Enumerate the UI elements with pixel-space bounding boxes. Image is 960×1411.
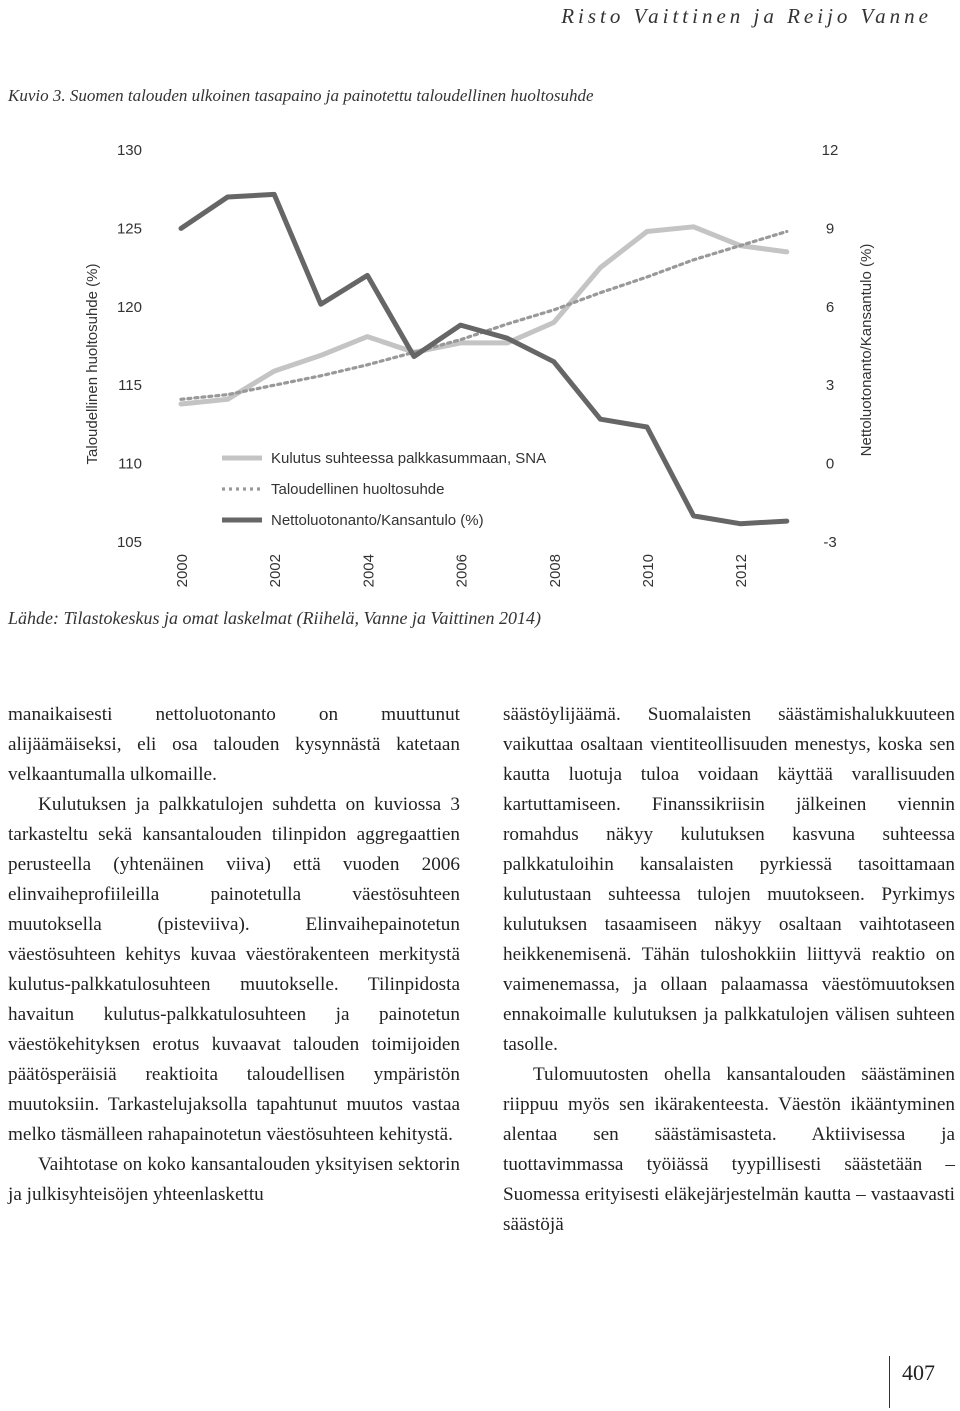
right-axis-label: Nettoluotonanto/Kansantulo (%) <box>858 243 875 457</box>
page-number-rule <box>889 1356 890 1408</box>
right-tick-label: 6 <box>825 298 835 316</box>
x-tick-label: 2000 <box>174 554 191 588</box>
figure-source: Lähde: Tilastokeskus ja omat laskelmat (Riihelä, Vanne ja Vaittinen 2014) <box>8 608 541 628</box>
paragraph: säästöylijäämä. Suomalaisten säästämishalukkuuteen vaikuttaa osaltaan vientiteollisuuden menestys, koska sen kautta luotuja tuloa voidaan käyttää varallisuuden kartuttamiseen. Finanssikriisin jälkeinen viennin romahdus näkyy kulutuksen kasvuna suhteessa palkkatuloihin kansalaisten pyrkiessä tasoittamaan kulutustaan suhteessa tulojen muutokseen. Pyrkimys kulutuksen tasaamiseen näkyy osaltaan vaihtotaseen heikkenemisenä. Tähän tuloshokkiin liittyvä reaktio on vaimenemassa, ja ollaan palaamassa väestömuutoksen ennakoimalle kulutuksen ja palkkatulojen välisen suhteen tasolle. <box>503 704 955 1055</box>
text-column-right <box>503 700 955 1240</box>
left-tick-label: 120 <box>116 298 142 316</box>
right-tick-label: 3 <box>825 377 835 395</box>
paragraph: Kulutuksen ja palkkatulojen suhdetta on kuviossa 3 tarkasteltu sekä kansantalouden tilinpidon aggregaattien perusteella (yhtenäinen viiva) että vuoden 2006 elinvaiheprofiileilla painotetulla väestösuhteen muutoksella (pisteviiva). Elinvaihepainotetun väestösuhteen kehitys kuvaa väestörakenteen merkitystä kulutus-palkkatulosuhteen muutokselle. Tilinpidosta havaitun kulutus-palkkatulosuhteen ja painotetun väestökehityksen erotus kuvaavat talouden toimijoiden päätösperäisiä reaktioita taloudellisen ympäristön muutoksiin. Tarkastelujaksolla tapahtunut muutos vastaa melko täsmälleen rahapainotetun väestösuhteen kehitystä. <box>8 794 460 1145</box>
right-tick-label: -3 <box>823 534 837 551</box>
left-tick-label: 125 <box>116 220 142 238</box>
series-line-3 <box>181 194 787 523</box>
right-tick-label: 9 <box>825 220 835 238</box>
running-head: Risto Vaittinen ja Reijo Vanne <box>561 4 932 28</box>
left-tick-label: 105 <box>116 534 142 551</box>
figure-caption: Kuvio 3. Suomen talouden ulkoinen tasapaino ja painotettu taloudellinen huoltosuhde <box>8 86 594 105</box>
legend-label: Nettoluotonanto/Kansantulo (%) <box>271 512 484 529</box>
x-tick-label: 2010 <box>640 554 657 588</box>
paragraph: Vaihtotase on koko kansantalouden yksityisen sektorin ja julkisyhteisöjen yhteenlaskettu <box>8 1154 460 1205</box>
text-column-left <box>8 700 460 1210</box>
legend-label: Kulutus suhteessa palkkasummaan, SNA <box>271 450 547 467</box>
x-tick-label: 2012 <box>733 554 751 588</box>
left-tick-label: 115 <box>118 377 142 395</box>
legend-label: Taloudellinen huoltosuhde <box>271 481 445 498</box>
left-tick-label: 110 <box>118 455 142 473</box>
left-tick-label: 130 <box>116 142 142 159</box>
x-tick-label: 2008 <box>546 554 564 588</box>
paragraph: Tulomuutosten ohella kansantalouden säästäminen riippuu myös sen ikärakenteesta. Väestön ikääntyminen alentaa sen säästämisasteta. Aktiivisessa ja tuottavimmassa työiässä tyypillisesti säästetään – Suomessa erityisesti eläkejärjestelmän kautta – vastaavasti säästöjä <box>503 1064 955 1235</box>
x-tick-label: 2006 <box>453 554 471 588</box>
x-tick-label: 2004 <box>360 554 378 588</box>
right-tick-label: 12 <box>821 142 839 159</box>
series-line-1 <box>181 227 787 404</box>
page-number: 407 <box>902 1360 935 1385</box>
right-tick-label: 0 <box>825 455 835 473</box>
paragraph: manaikaisesti nettoluotonanto on muuttunut alijäämäiseksi, eli osa talouden kysynnästä katetaan velkaantumalla ulkomaille. <box>8 704 460 785</box>
left-axis-label: Taloudellinen huoltosuhde (%) <box>84 263 101 465</box>
chart <box>0 120 960 600</box>
x-tick-label: 2002 <box>267 554 285 588</box>
